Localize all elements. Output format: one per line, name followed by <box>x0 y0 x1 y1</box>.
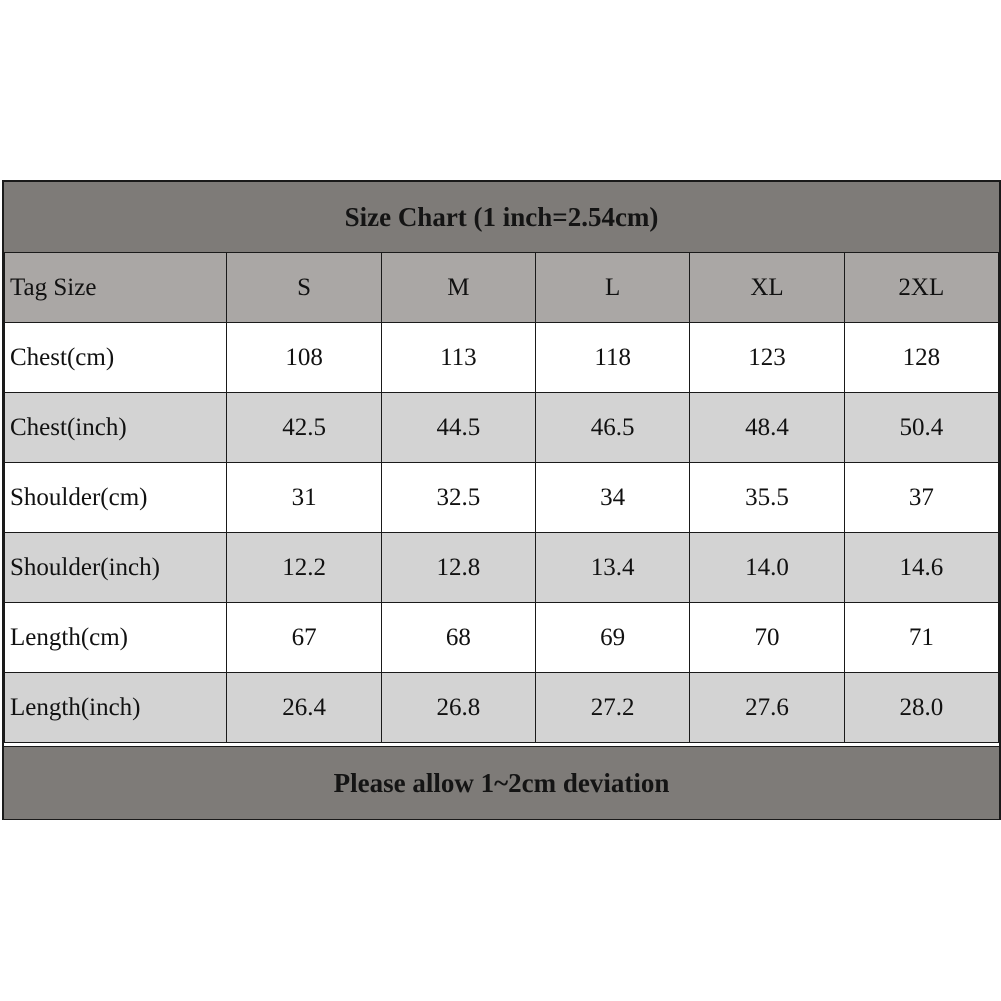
table-cell: 108 <box>227 323 381 393</box>
table-row <box>5 393 999 463</box>
table-cell: 44.5 <box>381 393 535 463</box>
table-cell: 68 <box>381 603 535 673</box>
table-cell: 42.5 <box>227 393 381 463</box>
table-cell: 32.5 <box>381 463 535 533</box>
row-label: Length(inch) <box>5 673 227 743</box>
deviation-note: Please allow 1~2cm deviation <box>4 746 999 819</box>
table-cell: 13.4 <box>536 533 690 603</box>
table-cell: 118 <box>536 323 690 393</box>
header-label: Tag Size <box>5 253 227 323</box>
table-cell: 14.0 <box>690 533 844 603</box>
row-label: Length(cm) <box>5 603 227 673</box>
table-cell: 50.4 <box>844 393 998 463</box>
table-cell: 48.4 <box>690 393 844 463</box>
size-header: S <box>227 253 381 323</box>
table-cell: 35.5 <box>690 463 844 533</box>
size-table <box>4 252 999 743</box>
table-cell: 14.6 <box>844 533 998 603</box>
table-cell: 31 <box>227 463 381 533</box>
table-cell: 128 <box>844 323 998 393</box>
size-chart <box>2 180 1001 820</box>
row-label: Chest(inch) <box>5 393 227 463</box>
row-label: Chest(cm) <box>5 323 227 393</box>
table-cell: 67 <box>227 603 381 673</box>
row-label: Shoulder(cm) <box>5 463 227 533</box>
table-cell: 70 <box>690 603 844 673</box>
table-cell: 27.2 <box>536 673 690 743</box>
size-header: L <box>536 253 690 323</box>
size-header: 2XL <box>844 253 998 323</box>
size-header: XL <box>690 253 844 323</box>
table-cell: 27.6 <box>690 673 844 743</box>
table-cell: 71 <box>844 603 998 673</box>
table-row <box>5 533 999 603</box>
table-cell: 46.5 <box>536 393 690 463</box>
table-cell: 28.0 <box>844 673 998 743</box>
table-cell: 26.4 <box>227 673 381 743</box>
table-cell: 26.8 <box>381 673 535 743</box>
table-cell: 12.2 <box>227 533 381 603</box>
table-cell: 69 <box>536 603 690 673</box>
row-label: Shoulder(inch) <box>5 533 227 603</box>
chart-title: Size Chart (1 inch=2.54cm) <box>4 182 999 252</box>
table-row <box>5 323 999 393</box>
table-cell: 37 <box>844 463 998 533</box>
size-header: M <box>381 253 535 323</box>
table-row <box>5 463 999 533</box>
table-row <box>5 673 999 743</box>
table-cell: 113 <box>381 323 535 393</box>
table-cell: 123 <box>690 323 844 393</box>
table-cell: 34 <box>536 463 690 533</box>
header-row <box>5 253 999 323</box>
table-cell: 12.8 <box>381 533 535 603</box>
table-row <box>5 603 999 673</box>
